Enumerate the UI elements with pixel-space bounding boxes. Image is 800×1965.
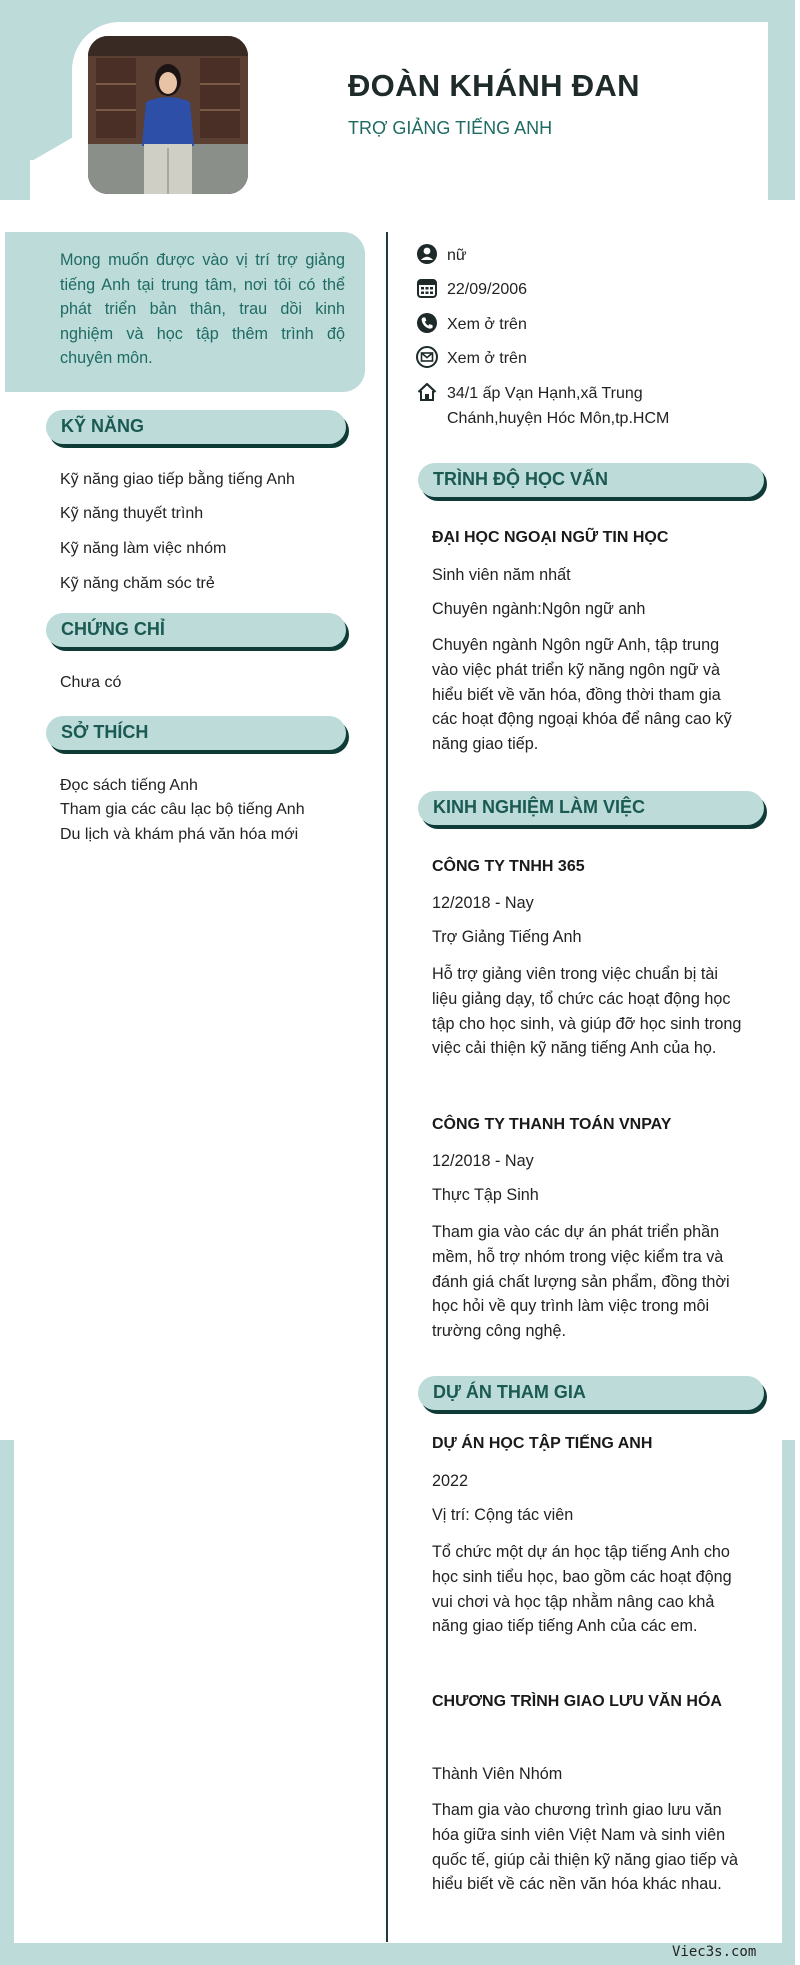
contact-address: 34/1 ấp Vạn Hạnh,xã Trung Chánh,huyện Hóc Môn,tp.HCM [447, 385, 670, 427]
job-position: Trợ Giảng Tiếng Anh [432, 928, 582, 946]
contact-phone: Xem ở trên [447, 316, 527, 333]
job-description: Hỗ trợ giảng viên trong việc chuẩn bị tài liệu giảng dạy, tổ chức các hoạt động học tập cho học sinh, và giúp đỡ học sinh trong việc cải thiện kỹ năng tiếng Anh của họ. [432, 965, 742, 1058]
school-name: ĐẠI HỌC NGOẠI NGỮ TIN HỌC [432, 529, 669, 546]
user-icon [416, 243, 438, 265]
job-position: Thực Tập Sinh [432, 1186, 539, 1204]
job-period: 12/2018 - Nay [432, 894, 534, 912]
hobby-item: Tham gia các câu lạc bộ tiếng Anh [60, 801, 305, 818]
project-description: Tham gia vào chương trình giao lưu văn hóa giữa sinh viên Việt Nam và sinh viên quốc tế, giúp cải thiện kỹ năng giao tiếp và hiểu biết về các nền văn hóa khác nhau. [432, 1801, 738, 1894]
section-projects [418, 1376, 764, 1410]
project-description: Tổ chức một dự án học tập tiếng Anh cho học sinh tiểu học, bao gồm các hoạt động vui chơi và học tập nhằm nâng cao khả năng giao tiếp tiếng Anh của các em. [432, 1543, 732, 1636]
contact-email: Xem ở trên [447, 350, 527, 367]
section-education [418, 463, 764, 497]
section-certificates [46, 613, 346, 647]
column-divider [386, 232, 388, 1942]
project-role: Vị trí: Cộng tác viên [432, 1506, 574, 1524]
frame-corner [30, 160, 82, 200]
candidate-name: ĐOÀN KHÁNH ĐAN [348, 68, 640, 103]
project-year: 2022 [432, 1472, 469, 1490]
profile-photo [88, 36, 248, 194]
hobby-item: Đọc sách tiếng Anh [60, 777, 198, 794]
career-summary: Mong muốn được vào vị trí trợ giảng tiếng Anh tại trung tâm, nơi tôi có thể phát triển bản thân, trau dồi kinh nghiệm và học tập thêm trình độ chuyên môn. [60, 251, 345, 368]
skill-item: Kỹ năng chăm sóc trẻ [60, 575, 215, 592]
project-name: CHƯƠNG TRÌNH GIAO LƯU VĂN HÓA [432, 1693, 722, 1710]
certificate-item: Chưa có [60, 674, 122, 691]
skill-item: Kỹ năng thuyết trình [60, 505, 204, 522]
skill-item: Kỹ năng làm việc nhóm [60, 540, 227, 557]
section-skills [46, 410, 346, 444]
contact-birthday: 22/09/2006 [447, 281, 528, 298]
hobby-item: Du lịch và khám phá văn hóa mới [60, 826, 299, 843]
section-hobbies [46, 716, 346, 750]
job-company: CÔNG TY THANH TOÁN VNPAY [432, 1116, 672, 1133]
section-title: CHỨNG CHỈ [61, 619, 165, 639]
section-title: TRÌNH ĐỘ HỌC VẤN [433, 469, 608, 489]
job-description: Tham gia vào các dự án phát triển phần mềm, hỗ trợ nhóm trong việc kiểm tra và đánh giá chất lượng sản phẩm, đồng thời học hỏi về quy trình làm việc trong môi trường công nghệ. [432, 1223, 730, 1341]
candidate-role: TRỢ GIẢNG TIẾNG ANH [348, 118, 553, 138]
section-title: SỞ THÍCH [61, 722, 149, 742]
contact-gender: nữ [447, 247, 467, 264]
profile-photo-image [88, 36, 248, 194]
education-description: Chuyên ngành Ngôn ngữ Anh, tập trung vào việc phát triển kỹ năng ngôn ngữ và hiểu biết về văn hóa, đồng thời tham gia các hoạt động ngoại khóa để nâng cao kỹ năng giao tiếp. [432, 636, 732, 754]
education-major: Chuyên ngành:Ngôn ngữ anh [432, 600, 646, 618]
education-year: Sinh viên năm nhất [432, 566, 571, 584]
skill-item: Kỹ năng giao tiếp bằng tiếng Anh [60, 471, 295, 488]
watermark: Viec3s.com [672, 1944, 757, 1960]
section-title: KỸ NĂNG [61, 416, 145, 436]
home-icon [416, 381, 438, 403]
calendar-icon [416, 277, 438, 299]
section-experience [418, 791, 764, 825]
mail-icon [416, 346, 438, 368]
section-title: DỰ ÁN THAM GIA [433, 1382, 586, 1402]
frame-corner-diagonal [30, 132, 82, 162]
section-title: KINH NGHIỆM LÀM VIỆC [433, 797, 646, 817]
project-role: Thành Viên Nhóm [432, 1765, 563, 1783]
phone-icon [416, 312, 438, 334]
job-company: CÔNG TY TNHH 365 [432, 858, 585, 875]
project-name: DỰ ÁN HỌC TẬP TIẾNG ANH [432, 1435, 653, 1452]
job-period: 12/2018 - Nay [432, 1152, 534, 1170]
